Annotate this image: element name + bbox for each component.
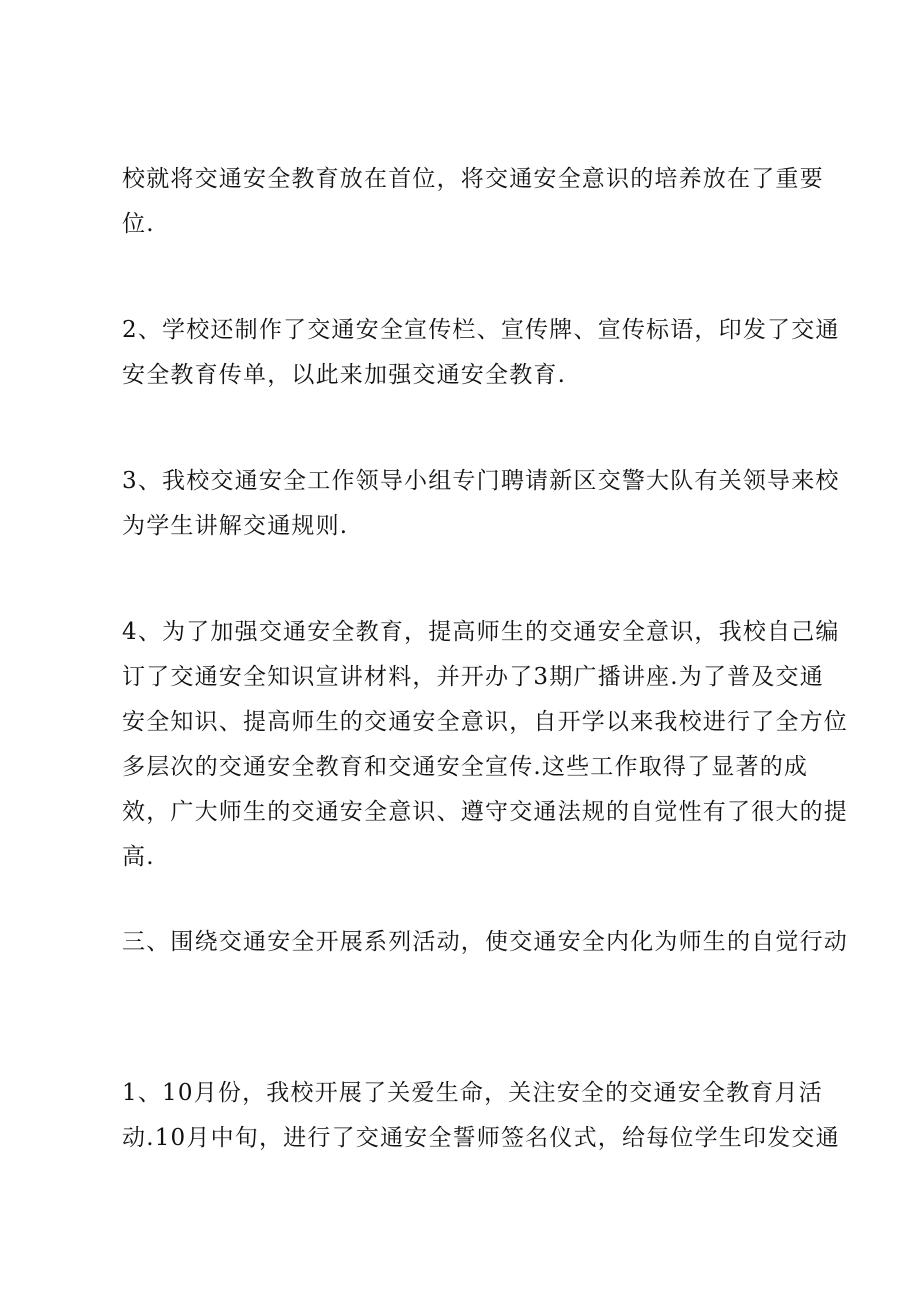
- text-line: 位.: [122, 211, 155, 237]
- text-line: 动.10月中旬，进行了交通安全誓师签名仪式，给每位学生印发交通: [122, 1125, 840, 1151]
- paragraph-6: [122, 1071, 840, 1161]
- text-line: 效，广大师生的交通安全意识、遵守交通法规的自觉性有了很大的提: [122, 799, 848, 825]
- text-line: 高.: [122, 844, 155, 870]
- paragraph-2: [122, 308, 840, 398]
- section-heading: [122, 920, 848, 965]
- text-line: 安全知识、提高师生的交通安全意识，自开学以来我校进行了全方位: [122, 709, 848, 735]
- text-line: 多层次的交通安全教育和交通安全宣传.这些工作取得了显著的成: [122, 754, 809, 780]
- text-line: 1、10月份，我校开展了关爱生命，关注安全的交通安全教育月活: [122, 1080, 823, 1106]
- text-line: 校就将交通安全教育放在首位，将交通安全意识的培养放在了重要: [122, 166, 824, 192]
- text-line: 安全教育传单，以此来加强交通安全教育.: [122, 362, 567, 388]
- text-line: 4、为了加强交通安全教育，提高师生的交通安全意识，我校自己编: [122, 619, 840, 645]
- text-line: 2、学校还制作了交通安全宣传栏、宣传牌、宣传标语，印发了交通: [122, 317, 840, 343]
- text-line: 3、我校交通安全工作领导小组专门聘请新区交警大队有关领导来校: [122, 468, 840, 494]
- text-line: 三、围绕交通安全开展系列活动，使交通安全内化为师生的自觉行动: [122, 929, 848, 955]
- paragraph-3: [122, 459, 840, 549]
- text-line: 为学生讲解交通规则.: [122, 513, 349, 539]
- text-line: 订了交通安全知识宣讲材料，并开办了3期广播讲座.为了普及交通: [122, 664, 824, 690]
- paragraph-1: [122, 157, 822, 247]
- paragraph-4: [122, 610, 848, 880]
